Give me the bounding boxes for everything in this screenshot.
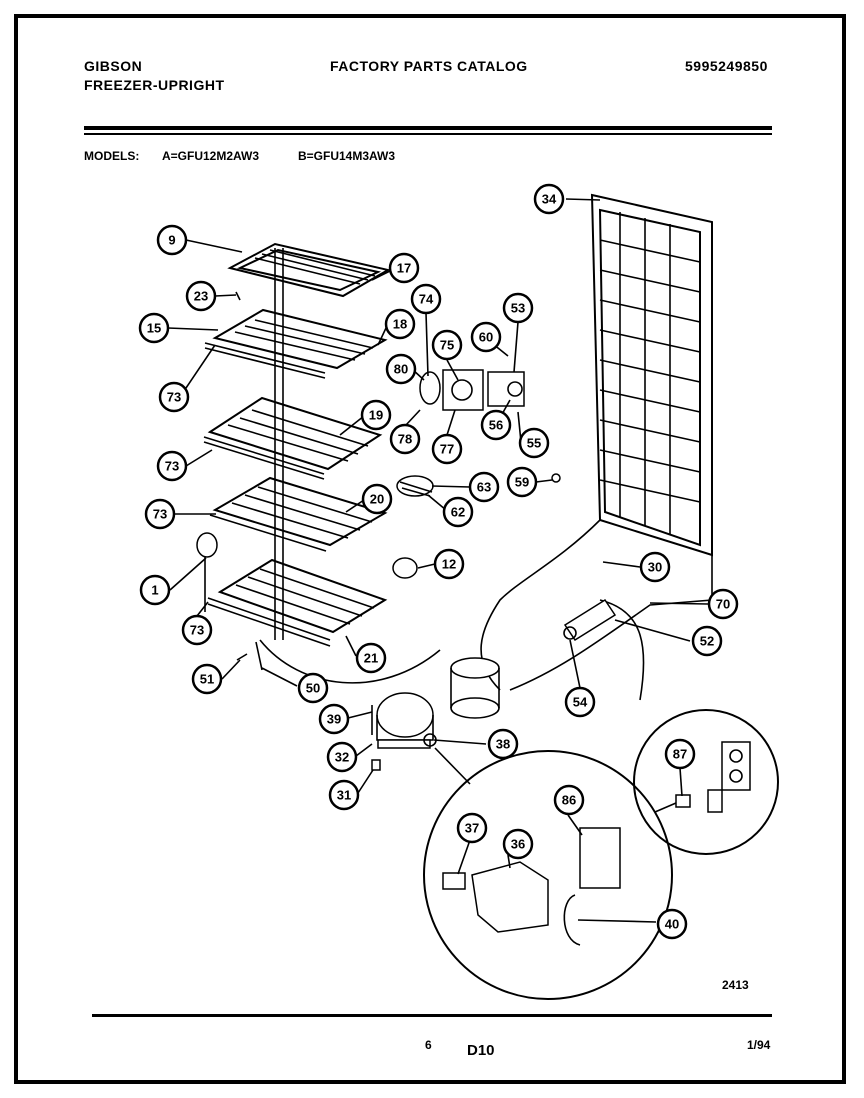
- svg-text:37: 37: [464, 820, 480, 836]
- svg-text:73: 73: [189, 622, 205, 638]
- callout-15: [140, 314, 168, 342]
- callout-73-a: [160, 383, 188, 411]
- callout-32: [328, 743, 356, 771]
- section-code: D10: [467, 1042, 495, 1059]
- svg-text:55: 55: [526, 435, 542, 451]
- svg-text:50: 50: [305, 680, 321, 696]
- svg-text:18: 18: [392, 316, 408, 332]
- callout-70: [709, 590, 737, 618]
- shelf-second: [205, 310, 385, 378]
- product-category: FREEZER-UPRIGHT: [84, 77, 225, 93]
- svg-text:62: 62: [450, 504, 466, 520]
- footer-rule: [92, 1014, 772, 1017]
- page-number: 6: [425, 1038, 432, 1052]
- svg-text:54: 54: [572, 694, 588, 710]
- part-12-clip: [393, 558, 417, 578]
- svg-text:52: 52: [699, 633, 715, 649]
- svg-text:59: 59: [514, 474, 530, 490]
- callout-86: [555, 786, 583, 814]
- diagram-code: 2413: [722, 978, 749, 992]
- svg-text:80: 80: [393, 361, 409, 377]
- svg-text:9: 9: [168, 232, 176, 248]
- callout-36: [504, 830, 532, 858]
- evaporator-coil: [592, 195, 712, 555]
- callout-12: [435, 550, 463, 578]
- plug-detail-circle: [634, 710, 778, 854]
- svg-text:77: 77: [439, 441, 455, 457]
- callout-56: [482, 411, 510, 439]
- svg-text:1: 1: [151, 582, 159, 598]
- svg-text:56: 56: [488, 417, 504, 433]
- shelf-third: [204, 398, 380, 479]
- condenser-can: [451, 658, 499, 718]
- model-a: A=GFU12M2AW3: [162, 149, 260, 163]
- callout-21: [357, 644, 385, 672]
- svg-text:63: 63: [476, 479, 492, 495]
- model-b: B=GFU14M3AW3: [298, 149, 396, 163]
- svg-text:73: 73: [164, 458, 180, 474]
- svg-text:12: 12: [441, 556, 457, 572]
- defrost-heater: [397, 476, 433, 496]
- svg-text:87: 87: [672, 746, 688, 762]
- svg-text:51: 51: [199, 671, 215, 687]
- callout-23: [187, 282, 215, 310]
- svg-text:73: 73: [152, 506, 168, 522]
- svg-text:38: 38: [495, 736, 511, 752]
- callout-9: [158, 226, 186, 254]
- callout-73-c: [146, 500, 174, 528]
- svg-text:17: 17: [396, 260, 412, 276]
- brand-name: GIBSON: [84, 58, 143, 74]
- svg-text:32: 32: [334, 749, 350, 765]
- svg-text:30: 30: [647, 559, 663, 575]
- shelf-fourth: [210, 478, 385, 551]
- callout-19: [362, 401, 390, 429]
- callout-52: [693, 627, 721, 655]
- shelf-top: [230, 244, 388, 296]
- catalog-number: 5995249850: [685, 58, 768, 74]
- callout-37: [458, 814, 486, 842]
- callout-63: [470, 473, 498, 501]
- svg-text:31: 31: [336, 787, 352, 803]
- callout-87: [666, 740, 694, 768]
- callout-39: [320, 705, 348, 733]
- svg-text:86: 86: [561, 792, 577, 808]
- callout-75: [433, 331, 461, 359]
- svg-text:70: 70: [715, 596, 731, 612]
- callout-59: [508, 468, 536, 496]
- callout-51: [193, 665, 221, 693]
- callout-1: [141, 576, 169, 604]
- svg-text:19: 19: [368, 407, 384, 423]
- svg-text:74: 74: [418, 291, 434, 307]
- callout-80: [387, 355, 415, 383]
- callout-34: [535, 185, 563, 213]
- svg-text:60: 60: [478, 329, 494, 345]
- svg-text:21: 21: [363, 650, 379, 666]
- callout-20: [363, 485, 391, 513]
- svg-text:40: 40: [664, 916, 680, 932]
- svg-text:20: 20: [369, 491, 385, 507]
- svg-text:36: 36: [510, 836, 526, 852]
- callout-60: [472, 323, 500, 351]
- callout-73-d: [183, 616, 211, 644]
- svg-text:34: 34: [541, 191, 557, 207]
- svg-text:73: 73: [166, 389, 182, 405]
- catalog-date: 1/94: [747, 1038, 771, 1052]
- callout-50: [299, 674, 327, 702]
- svg-text:39: 39: [326, 711, 342, 727]
- callout-17: [390, 254, 418, 282]
- models-label: MODELS:: [84, 149, 140, 163]
- svg-text:23: 23: [193, 288, 209, 304]
- catalog-title: FACTORY PARTS CATALOG: [330, 58, 528, 74]
- callout-54: [566, 688, 594, 716]
- callout-62: [444, 498, 472, 526]
- svg-text:75: 75: [439, 337, 455, 353]
- svg-text:78: 78: [397, 431, 413, 447]
- callout-53: [504, 294, 532, 322]
- callout-40: [658, 910, 686, 938]
- callout-18: [386, 310, 414, 338]
- callout-55: [520, 429, 548, 457]
- callout-74: [412, 285, 440, 313]
- part-1-bracket: [197, 533, 217, 557]
- callout-77: [433, 435, 461, 463]
- svg-text:53: 53: [510, 300, 526, 316]
- callout-78: [391, 425, 419, 453]
- callout-38: [489, 730, 517, 758]
- svg-text:15: 15: [146, 320, 162, 336]
- callout-73-b: [158, 452, 186, 480]
- compressor: [377, 693, 436, 748]
- shelf-bottom: [208, 560, 385, 646]
- callout-30: [641, 553, 669, 581]
- callout-31: [330, 781, 358, 809]
